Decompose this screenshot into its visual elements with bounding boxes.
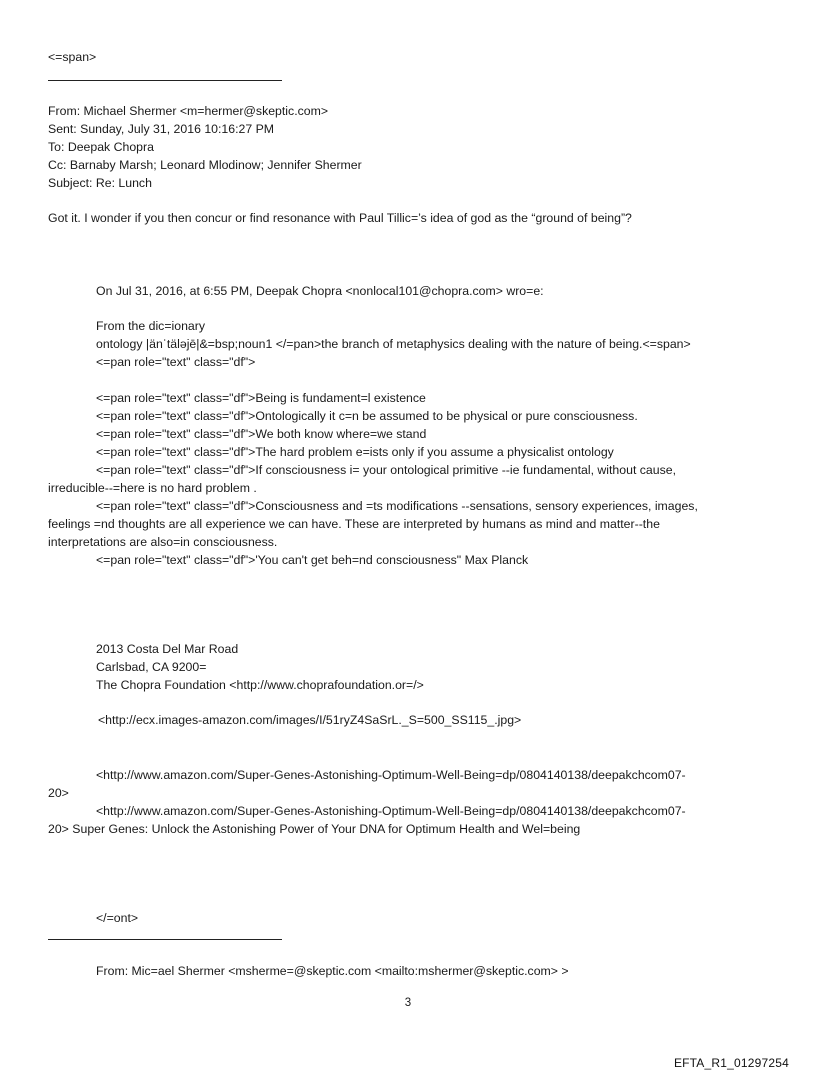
quote-line: irreducible--=here is no hard problem . [48, 481, 257, 495]
close-tag-fragment: </=ont> [96, 911, 139, 925]
address-line: 2013 Costa Del Mar Road [96, 642, 239, 656]
foundation-link[interactable]: The Chopra Foundation <http://www.choprafoundation.or=/> [96, 678, 424, 692]
dictionary-line: From the dic=ionary [96, 319, 206, 333]
quote-line: <=pan role="text" class="df">Ontologically it c=n be assumed to be physical or pure consciousness. [96, 409, 638, 423]
quote-intro: On Jul 31, 2016, at 6:55 PM, Deepak Chopra <nonlocal101@chopra.com> wro=e: [96, 284, 544, 298]
header-subject: Subject: Re: Lunch [48, 176, 152, 190]
quote-line: <=pan role="text" class="df">'You can't get beh=nd consciousness" Max Planck [96, 553, 529, 567]
separator-rule [48, 80, 282, 81]
quote-line: <=pan role="text" class="df">Consciousness and =ts modifications --sensations, sensory experiences, images, [96, 499, 698, 513]
span-fragment: <=span> [48, 50, 97, 64]
bates-id: EFTA_R1_01297254 [673, 1056, 789, 1070]
quote-line: <=pan role="text" class="df">We both know where=we stand [96, 427, 427, 441]
header-from: From: Michael Shermer <m=hermer@skeptic.com> [48, 104, 329, 118]
header-sent: Sent: Sunday, July 31, 2016 10:16:27 PM [48, 122, 275, 136]
header2-from: From: Mic=ael Shermer <msherme=@skeptic.com <mailto:mshermer@skeptic.com> > [96, 964, 569, 978]
address-line: Carlsbad, CA 9200= [96, 660, 207, 674]
quote-line: interpretations are also=in consciousness. [48, 535, 278, 549]
amazon-link[interactable]: <http://www.amazon.com/Super-Genes-Astonishing-Optimum-Well-Being=dp/0804140138/deepakchcom07- [96, 768, 686, 782]
header-to: To: Deepak Chopra [48, 140, 154, 154]
reply-body: Got it. I wonder if you then concur or find resonance with Paul Tillic=’s idea of god as the “ground of being”? [48, 211, 632, 225]
dictionary-line: <=pan role="text" class="df"> [96, 355, 256, 369]
page-number: 3 [404, 997, 412, 1009]
dictionary-line: ontology |änˈtäləjē|&=bsp;noun1 </=pan>the branch of metaphysics dealing with the nature of being.<=span> [96, 337, 691, 351]
image-link[interactable]: <http://ecx.images-amazon.com/images/I/51ryZ4SaSrL._S=500_SS115_.jpg> [98, 713, 522, 727]
separator-rule [48, 939, 282, 940]
amazon-link[interactable]: <http://www.amazon.com/Super-Genes-Astonishing-Optimum-Well-Being=dp/0804140138/deepakchcom07- [96, 804, 686, 818]
amazon-link-continued[interactable]: 20> Super Genes: Unlock the Astonishing Power of Your DNA for Optimum Health and Wel=being [48, 822, 581, 836]
amazon-link-continued[interactable]: 20> [48, 786, 69, 800]
quote-line: <=pan role="text" class="df">The hard problem e=ists only if you assume a physicalist ontology [96, 445, 614, 459]
quote-line: feelings =nd thoughts are all experience we can have. These are interpreted by humans as mind and matter--the [48, 517, 660, 531]
quote-line: <=pan role="text" class="df">Being is fundament=l existence [96, 391, 426, 405]
header-cc: Cc: Barnaby Marsh; Leonard Mlodinow; Jennifer Shermer [48, 158, 362, 172]
quote-line: <=pan role="text" class="df">If consciousness i= your ontological primitive --ie fundamental, without cause, [96, 463, 677, 477]
